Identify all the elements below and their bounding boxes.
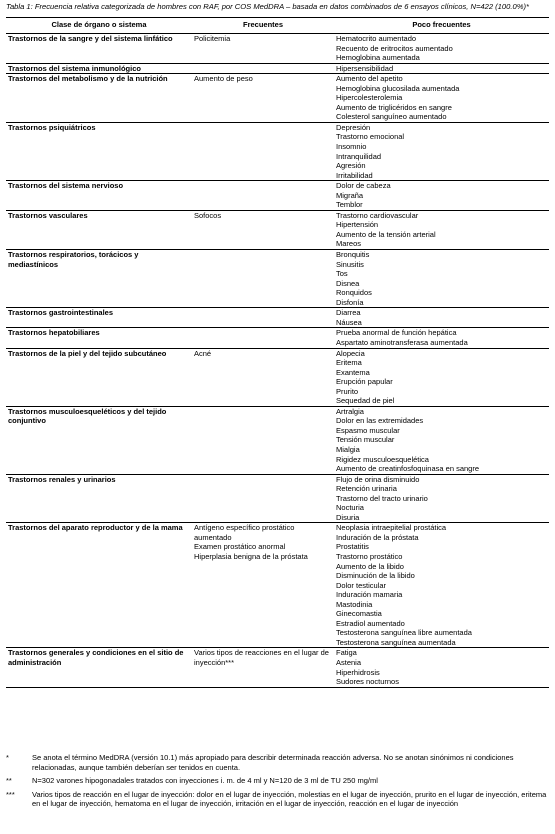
poco-frecuentes-item: Trastorno prostático [336, 551, 403, 561]
poco-frecuentes-item: Aspartato aminotransferasa aumentada [336, 337, 468, 347]
poco-frecuentes-item: Sequedad de piel [336, 396, 395, 406]
poco-frecuentes-item: Náusea [336, 317, 362, 327]
organ-system-cell: Trastornos psiquiátricos [6, 122, 192, 180]
poco-frecuentes-item: Fatiga [336, 648, 357, 658]
poco-frecuentes-item: Tos [336, 269, 348, 279]
frecuentes-item: Antígeno específico prostático aumentado [194, 523, 295, 542]
poco-frecuentes-item: Trastorno cardiovascular [336, 210, 419, 220]
poco-frecuentes-cell [334, 74, 549, 123]
footnote-text: Se anota el término MedDRA (versión 10.1) más apropiado para describir determinada reacción adversa. No se anotan sinónimos ni condiciones relacionadas, aunque también deberían ser tenidos en cuenta. [32, 753, 514, 772]
poco-frecuentes-cell [334, 648, 549, 687]
poco-frecuentes-item: Mialgia [336, 444, 360, 454]
organ-system-cell: Trastornos respiratorios, torácicos y mediastínicos [6, 250, 192, 308]
poco-frecuentes-item: Ginecomastia [336, 609, 382, 619]
frecuentes-cell [192, 181, 334, 211]
poco-frecuentes-item: Astenia [336, 658, 362, 667]
poco-frecuentes-item: Exantema [336, 367, 370, 377]
poco-frecuentes-item: Dolor de cabeza [336, 181, 391, 191]
poco-frecuentes-item: Irritabilidad [336, 170, 373, 180]
table-row [6, 250, 549, 308]
frecuentes-item: Examen prostático anormal [194, 542, 286, 552]
frecuentes-cell [192, 328, 334, 348]
poco-frecuentes-item: Hiperhidrosis [336, 667, 380, 677]
frecuentes-item: Policitemia [194, 34, 231, 43]
footnote-text: Varios tipos de reacción en el lugar de inyección: dolor en el lugar de inyección, molestias en el lugar de inyección, prurito en el lugar de inyección, eritema en el lugar de inyección, hematoma en el lugar de inyección, irritación en el lugar de inyección, reacción en el lugar de inyección [32, 789, 547, 809]
poco-frecuentes-item: Prurito [336, 386, 359, 396]
frecuentes-cell [192, 63, 334, 74]
poco-frecuentes-item: Disuria [336, 512, 360, 522]
table-row [6, 181, 549, 211]
frecuentes-item: Acné [194, 348, 212, 358]
frecuentes-cell [192, 308, 334, 328]
poco-frecuentes-item: Rigidez musculoesquelética [336, 454, 429, 464]
frecuentes-cell [192, 122, 334, 180]
organ-system-cell: Trastornos gastrointestinales [6, 308, 192, 328]
poco-frecuentes-item: Mareos [336, 239, 362, 249]
poco-frecuentes-item: Estradiol aumentado [336, 618, 405, 628]
footnote [6, 790, 549, 809]
poco-frecuentes-cell [334, 181, 549, 211]
poco-frecuentes-item: Retención urinaria [336, 484, 397, 494]
table-row [6, 648, 549, 687]
poco-frecuentes-item: Artralgia [336, 406, 364, 416]
poco-frecuentes-item: Disfonía [336, 297, 364, 307]
footnote-mark: *** [6, 789, 15, 799]
poco-frecuentes-item: Induración de la próstata [336, 532, 419, 542]
frecuentes-cell [192, 210, 334, 249]
header-poco-frecuentes: Poco frecuentes [334, 18, 549, 34]
poco-frecuentes-item: Trastorno emocional [336, 132, 405, 142]
table-caption: Tabla 1: Frecuencia relativa categorizada de hombres con RAF, por COS MedDRA – basada en datos combinados de 6 ensayos clínicos, N=422 (100.0%)* [6, 2, 529, 11]
poco-frecuentes-cell [334, 406, 549, 474]
poco-frecuentes-item: Migraña [336, 190, 364, 200]
poco-frecuentes-item: Aumento del apetito [336, 74, 403, 84]
poco-frecuentes-item: Erupción papular [336, 377, 393, 387]
poco-frecuentes-item: Eritema [336, 358, 362, 368]
poco-frecuentes-item: Colesterol sanguíneo aumentado [336, 112, 447, 122]
organ-system-cell: Trastornos de la sangre y del sistema linfático [6, 34, 192, 64]
table-row [6, 122, 549, 180]
frecuentes-cell [192, 348, 334, 406]
footnote-mark: ** [6, 776, 12, 786]
poco-frecuentes-item: Testosterona sanguínea libre aumentada [336, 628, 472, 638]
header-soc: Clase de órgano o sistema [6, 18, 192, 34]
table-header-row [6, 18, 549, 34]
poco-frecuentes-item: Nocturia [336, 503, 364, 513]
poco-frecuentes-cell [334, 210, 549, 249]
poco-frecuentes-item: Temblor [336, 200, 363, 210]
table-row [6, 63, 549, 74]
poco-frecuentes-item: Dolor testicular [336, 580, 387, 590]
poco-frecuentes-item: Prostatitis [336, 542, 369, 552]
poco-frecuentes-item: Aumento de triglicéridos en sangre [336, 102, 452, 112]
poco-frecuentes-cell [334, 308, 549, 328]
table-row [6, 328, 549, 348]
poco-frecuentes-item: Testosterona sanguínea aumentada [336, 637, 456, 647]
poco-frecuentes-item: Sinusitis [336, 259, 364, 269]
poco-frecuentes-item: Aumento de creatinfosfoquinasa en sangre [336, 464, 480, 474]
poco-frecuentes-item: Sudores nocturnos [336, 677, 399, 687]
adverse-reactions-table [6, 17, 549, 688]
poco-frecuentes-cell [334, 122, 549, 180]
poco-frecuentes-item: Flujo de orina disminuido [336, 474, 420, 484]
poco-frecuentes-item: Induración mamaria [336, 590, 403, 600]
poco-frecuentes-item: Diarrea [336, 308, 361, 318]
organ-system-cell: Trastornos generales y condiciones en el sitio de administración [6, 648, 192, 687]
poco-frecuentes-item: Disminución de la libido [336, 571, 415, 581]
table-row [6, 210, 549, 249]
poco-frecuentes-item: Neoplasia intraepitelial prostática [336, 523, 447, 533]
footnote-mark: * [6, 753, 9, 762]
frecuentes-cell [192, 250, 334, 308]
table-row [6, 74, 549, 123]
poco-frecuentes-item: Espasmo muscular [336, 425, 400, 435]
table-row [6, 348, 549, 406]
frecuentes-item: Aumento de peso [194, 74, 253, 84]
poco-frecuentes-cell [334, 474, 549, 523]
organ-system-cell: Trastornos de la piel y del tejido subcutáneo [6, 348, 192, 406]
footnote [6, 776, 549, 786]
frecuentes-cell [192, 406, 334, 474]
poco-frecuentes-item: Hipertensión [336, 220, 379, 230]
poco-frecuentes-cell [334, 348, 549, 406]
poco-frecuentes-item: Prueba anormal de función hepática [336, 328, 457, 338]
poco-frecuentes-item: Hemoglobina glucosilada aumentada [336, 83, 460, 93]
table-row [6, 523, 549, 648]
header-frecuentes: Frecuentes [192, 18, 334, 34]
frecuentes-cell [192, 74, 334, 123]
frecuentes-item: Hiperplasia benigna de la próstata [194, 551, 308, 561]
poco-frecuentes-cell [334, 328, 549, 348]
poco-frecuentes-item: Hipersensibilidad [336, 63, 394, 73]
frecuentes-cell [192, 523, 334, 648]
table-row [6, 406, 549, 474]
frecuentes-item: Sofocos [194, 210, 222, 220]
poco-frecuentes-item: Bronquitis [336, 250, 370, 260]
poco-frecuentes-item: Dolor en las extremidades [336, 416, 424, 426]
poco-frecuentes-cell [334, 63, 549, 74]
poco-frecuentes-item: Insomnio [336, 142, 367, 152]
poco-frecuentes-cell [334, 523, 549, 648]
poco-frecuentes-item: Hipercolesterolemia [336, 93, 403, 103]
frecuentes-cell [192, 34, 334, 64]
poco-frecuentes-item: Depresión [336, 122, 371, 132]
poco-frecuentes-item: Recuento de eritrocitos aumentado [336, 43, 453, 53]
frecuentes-cell [192, 648, 334, 687]
poco-frecuentes-cell [334, 34, 549, 64]
organ-system-cell: Trastornos del metabolismo y de la nutrición [6, 74, 192, 123]
poco-frecuentes-item: Ronquidos [336, 288, 372, 298]
organ-system-cell: Trastornos del aparato reproductor y de la mama [6, 523, 192, 648]
poco-frecuentes-item: Alopecia [336, 348, 365, 358]
footnotes [6, 753, 549, 813]
organ-system-cell: Trastornos renales y urinarios [6, 474, 192, 523]
poco-frecuentes-item: Aumento de la libido [336, 561, 404, 571]
poco-frecuentes-cell [334, 250, 549, 308]
organ-system-cell: Trastornos del sistema nervioso [6, 181, 192, 211]
poco-frecuentes-item: Hematocrito aumentado [336, 34, 417, 43]
table-row [6, 308, 549, 328]
poco-frecuentes-item: Aumento de la tensión arterial [336, 229, 436, 239]
organ-system-cell: Trastornos musculoesqueléticos y del tejido conjuntivo [6, 406, 192, 474]
table-body [6, 34, 549, 688]
organ-system-cell: Trastornos hepatobiliares [6, 328, 192, 348]
footnote-text: N=302 varones hipogonadales tratados con inyecciones i. m. de 4 ml y N=120 de 3 ml de TU 250 mg/ml [32, 776, 378, 786]
poco-frecuentes-item: Tensión muscular [336, 435, 395, 445]
organ-system-cell: Trastornos del sistema inmunológico [6, 63, 192, 74]
table-row [6, 474, 549, 523]
poco-frecuentes-item: Hemoglobina aumentada [336, 53, 420, 63]
poco-frecuentes-item: Agresión [336, 161, 366, 171]
organ-system-cell: Trastornos vasculares [6, 210, 192, 249]
frecuentes-cell [192, 474, 334, 523]
poco-frecuentes-item: Disnea [336, 278, 360, 288]
poco-frecuentes-item: Mastodinia [336, 599, 373, 609]
frecuentes-item: Varios tipos de reacciones en el lugar de inyección*** [194, 648, 329, 667]
footnote [6, 753, 549, 772]
table-row [6, 34, 549, 64]
poco-frecuentes-item: Trastorno del tracto urinario [336, 493, 428, 503]
poco-frecuentes-item: Intranquilidad [336, 151, 382, 161]
